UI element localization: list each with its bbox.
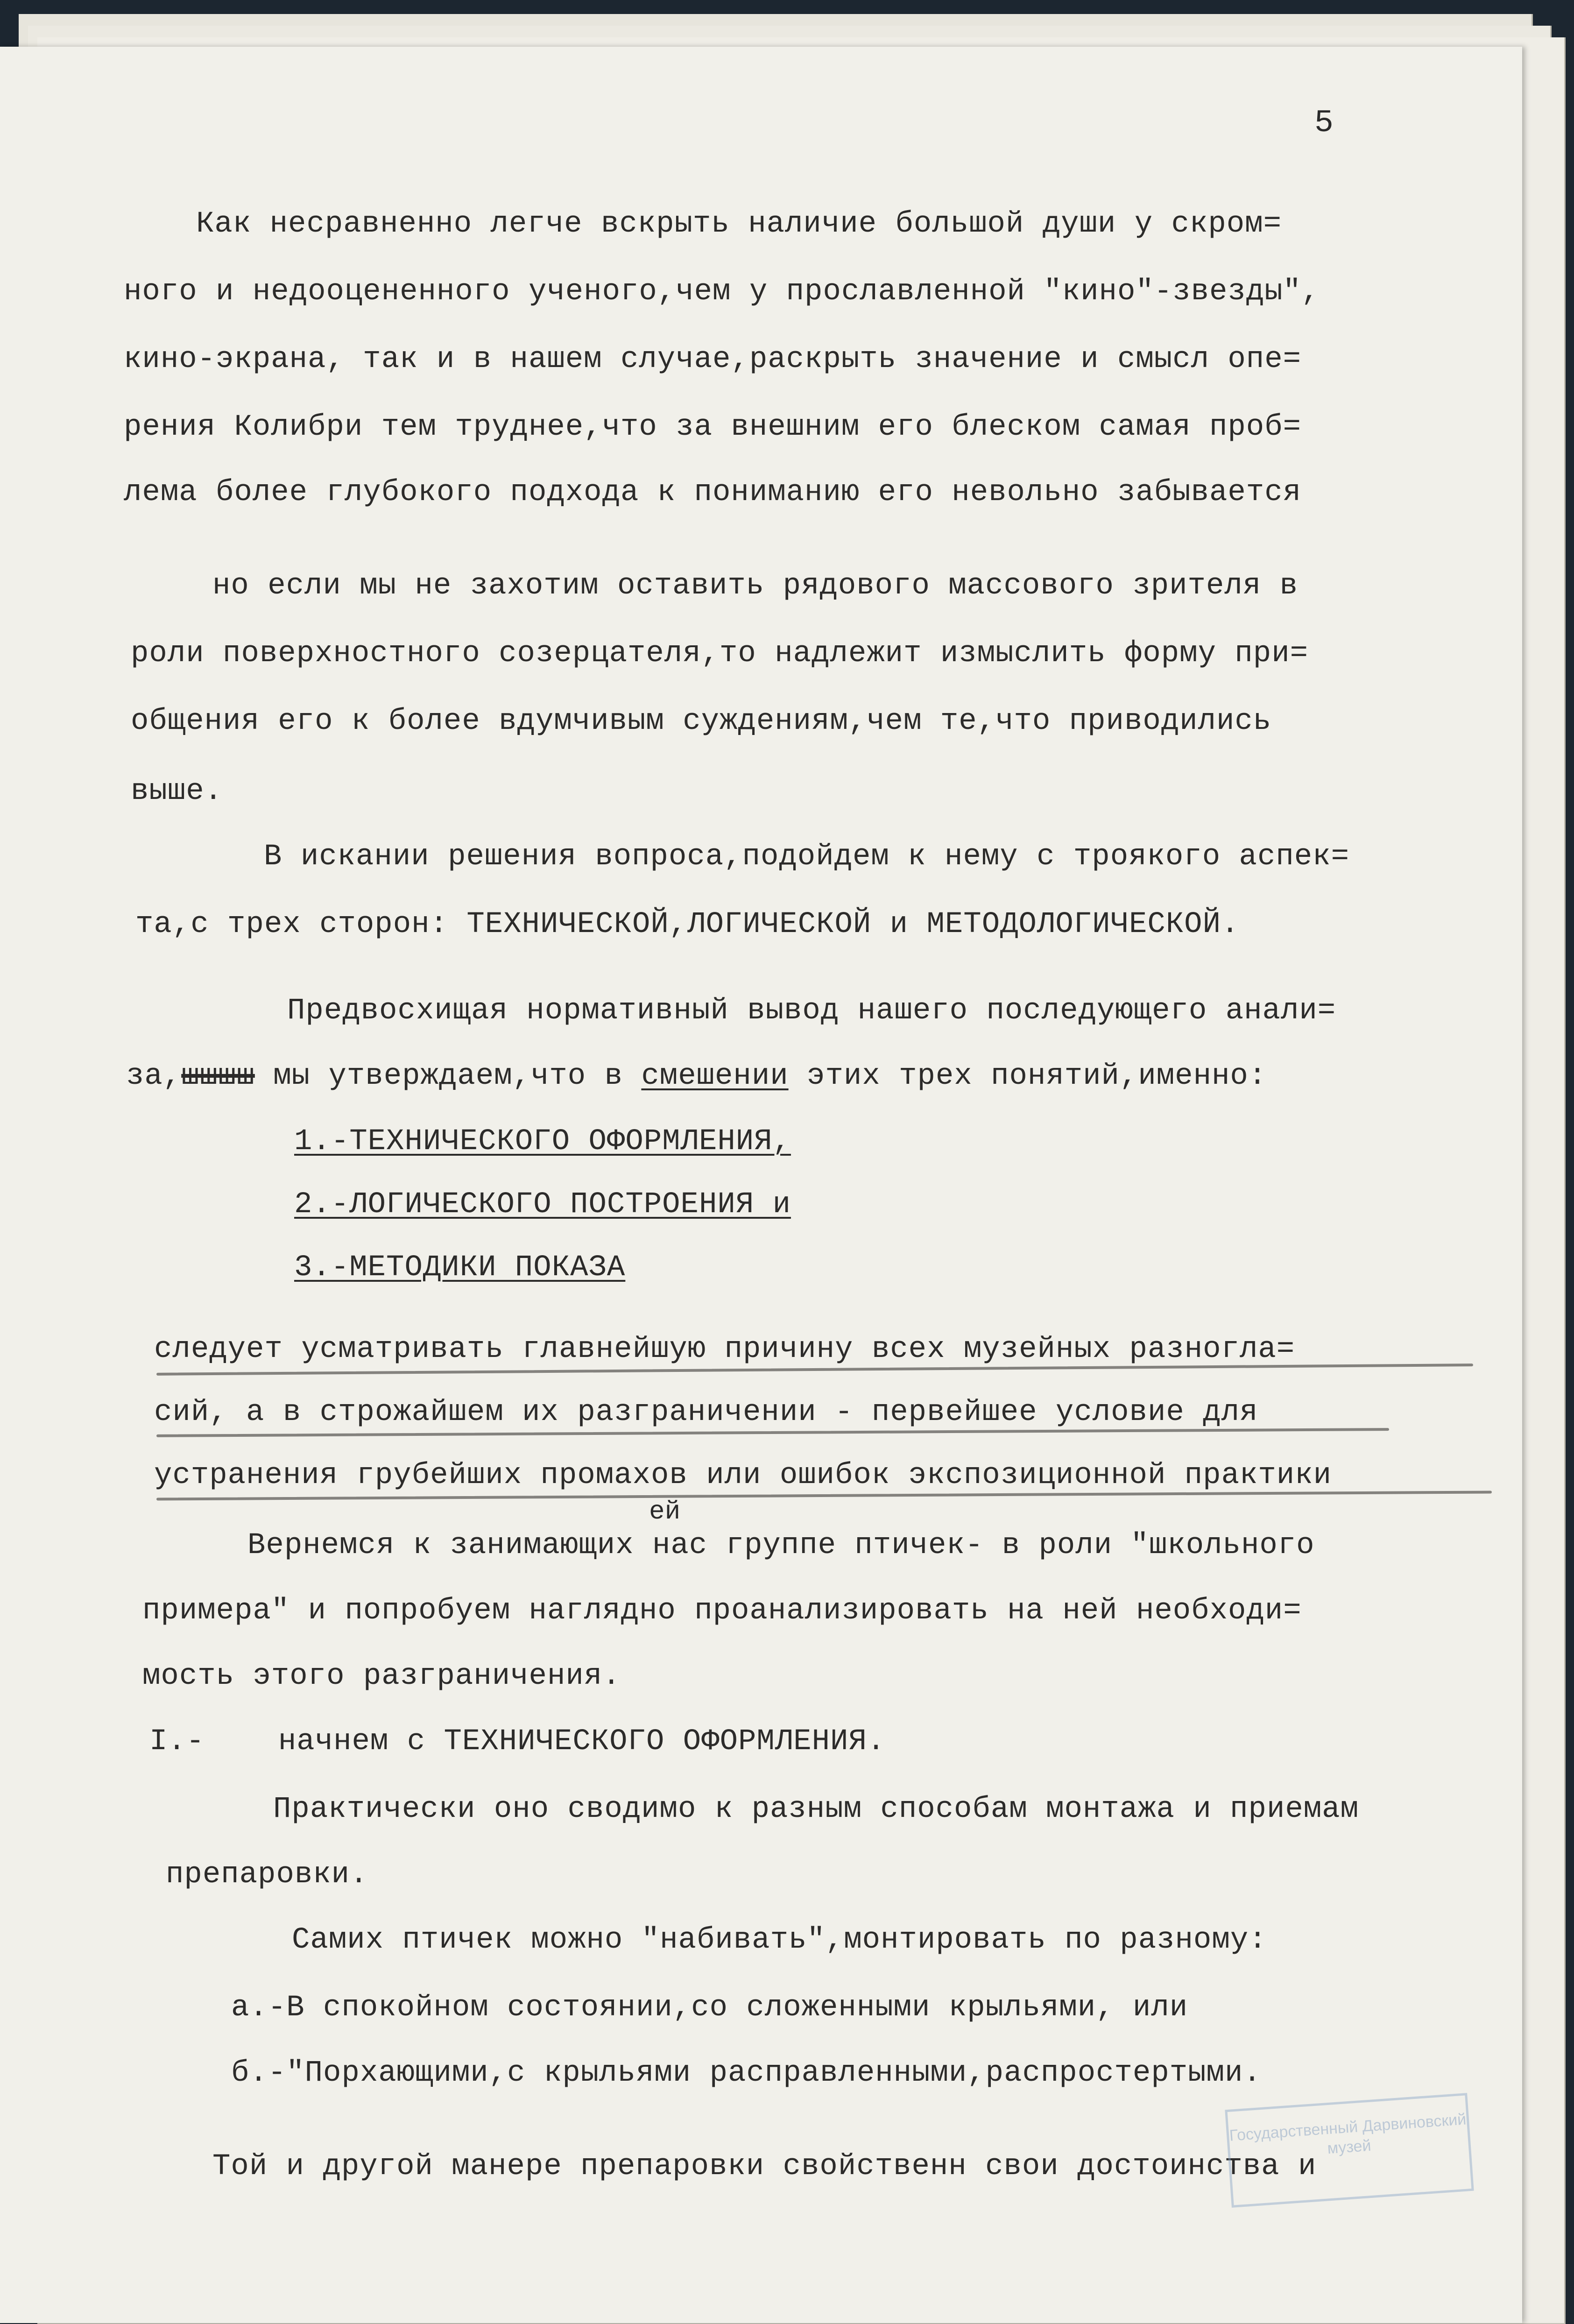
text-line-7: роли поверхностного созерцателя,то надлежит измыслить форму при= xyxy=(131,637,1308,671)
struck-word: шшшш xyxy=(181,1060,255,1093)
text-line-2: ного и недооцененного ученого,чем у прославленной "кино"-звезды", xyxy=(124,275,1320,309)
text-line-12: Предвосхищая нормативный вывод нашего последующего анали= xyxy=(287,994,1336,1028)
text-line-21: примера" и попробуем наглядно проанализировать на ней необходи= xyxy=(142,1594,1302,1628)
text-line-4: рения Колибри тем труднее,что за внешним его блеском самая проб= xyxy=(124,410,1301,444)
text-line-13-end: этих трех понятий,именно: xyxy=(788,1060,1267,1093)
text-line-13-middle: мы утверждаем,что в xyxy=(254,1060,642,1093)
text-line-29: Той и другой манере препаровки свойственн свои достоинства и xyxy=(212,2150,1317,2183)
text-line-17: следует усматривать главнейшую причину всех музейных разногла= xyxy=(154,1333,1295,1366)
text-line-22: мость этого разграничения. xyxy=(142,1660,621,1693)
text-line-19: устранения грубейших промахов или ошибок экспозиционной практики xyxy=(154,1459,1332,1492)
list-item-2: 2.-ЛОГИЧЕСКОГО ПОСТРОЕНИЯ и xyxy=(294,1188,791,1222)
text-line-28: б.-"Порхающими,с крыльями расправленными,распростертыми. xyxy=(231,2056,1262,2090)
text-line-8: общения его к более вдумчивым суждениям,чем те,что приводились xyxy=(131,705,1272,738)
text-line-1: Как несравненно легче вскрыть наличие большой души у скром= xyxy=(196,207,1282,241)
page-number: 5 xyxy=(1314,105,1334,141)
text-line-26: Самих птичек можно "набивать",монтировать по разному: xyxy=(292,1923,1267,1957)
text-line-24: Практически оно сводимо к разным способам монтажа и приемам xyxy=(273,1793,1359,1826)
text-line-27: а.-В спокойном состоянии,со сложенными крыльями, или xyxy=(231,1991,1188,2025)
section-heading-1: I.- начнем с ТЕХНИЧЕСКОГО ОФОРМЛЕНИЯ. xyxy=(149,1725,886,1759)
archive-stamp: Государственный Дарвиновский музей xyxy=(1225,2093,1474,2208)
text-line-6: но если мы не захотим оставить рядового массового зрителя в xyxy=(212,569,1298,603)
text-line-10: В искании решения вопроса,подойдем к нему с троякого аспек= xyxy=(264,840,1349,874)
text-line-9: выше. xyxy=(131,775,223,808)
text-line-18: сий, а в строжайшем их разграничении - первейшее условие для xyxy=(154,1396,1258,1429)
text-line-20: Вернемся к занимающих нас группе птичек- в роли "школьного xyxy=(247,1529,1315,1562)
text-line-3: кино-экрана, так и в нашем случае,раскрыть значение и смысл опе= xyxy=(124,343,1301,376)
text-line-13-start: за, xyxy=(126,1060,182,1093)
text-line-13 xyxy=(126,1058,1267,1095)
text-line-25: препаровки. xyxy=(166,1858,368,1892)
list-item-3: 3.-МЕТОДИКИ ПОКАЗА xyxy=(294,1251,626,1285)
underlined-word: смешении xyxy=(641,1060,789,1093)
list-item-1: 1.-ТЕХНИЧЕСКОГО ОФОРМЛЕНИЯ, xyxy=(294,1125,791,1158)
text-line-11: та,с трех сторон: ТЕХНИЧЕСКОЙ,ЛОГИЧЕСКОЙ и МЕТОДОЛОГИЧЕСКОЙ. xyxy=(135,908,1240,941)
text-line-5: лема более глубокого подхода к пониманию его невольно забывается xyxy=(124,476,1301,509)
typewritten-page xyxy=(0,47,1522,2323)
handwritten-insertion: ей xyxy=(649,1497,681,1526)
